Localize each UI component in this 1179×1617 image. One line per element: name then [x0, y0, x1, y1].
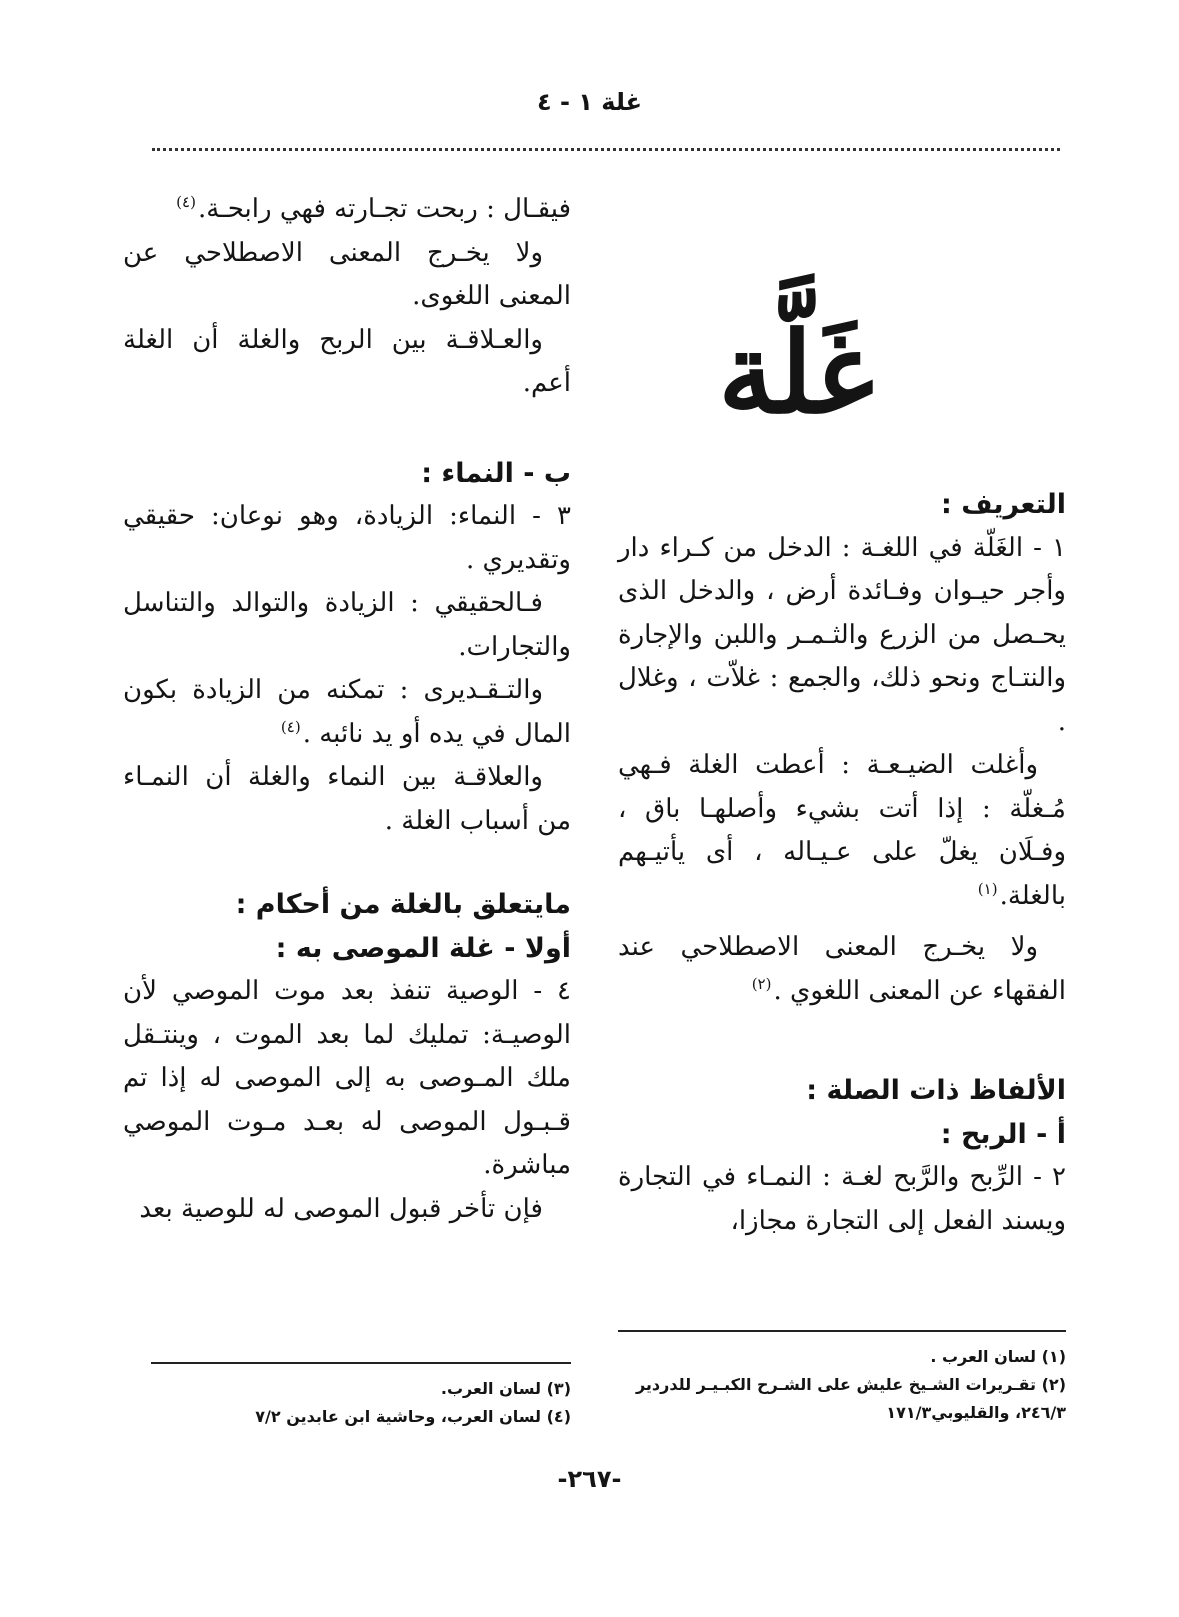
footnote-ref-4a: (٤)	[176, 193, 196, 212]
paragraph-q6-text: والتـقـديرى : تمكنه من الزيادة بكون المال في يده أو يد نائبه .	[123, 675, 571, 749]
paragraph-q6	[123, 669, 571, 756]
paragraph-3	[618, 926, 1066, 1013]
paragraph-2	[618, 744, 1066, 918]
paragraph-1: ١ - الغَلّة في اللغـة : الدخل من كـراء دار وأجر حيـوان وفـائدة أرض ، والدخل الذى يحـصل من الزرع والثـمـر واللبن والإجارة والنتـاج ونحو ذلك، والجمع : غلاّت ، وغلال .	[618, 532, 1066, 737]
growth-heading: ب - النماء :	[421, 457, 571, 489]
footnotes-right	[618, 1343, 1066, 1427]
left-column	[123, 188, 571, 1231]
paragraph-q2: ولا يخـرج المعنى الاصطلاحي عن المعنى اللغوى.	[123, 237, 571, 311]
footnote-rule-left	[151, 1362, 571, 1364]
bequest-heading: أولا - غلة الموصى به :	[275, 932, 571, 964]
footnote-ref-2: (٢)	[751, 974, 772, 993]
paragraph-q5: فـالحقيقي : الزيادة والتوالد والتناسل والتجارات.	[123, 588, 571, 662]
definition-heading: التعريف :	[941, 489, 1066, 520]
page-header: غلة ١ - ٤	[536, 88, 643, 116]
paragraph-2-text: وأغلت الضيـعـة : أعطت الغلة فـهي مُـغلّة : إذا أتت بشيء وأصلهـا باق ، وفـلَان يغلّ على عـيـاله ، أى يأتيـهم بالغلة.	[618, 750, 1066, 911]
footnote-4: (٤) لسان العرب، وحاشية ابن عابدين ٧/٢	[255, 1407, 571, 1426]
footnote-ref-1: (١)	[977, 879, 998, 898]
footnote-ref-4b: (٤)	[280, 717, 301, 736]
related-terms-heading: الألفاظ ذات الصلة :	[806, 1075, 1066, 1106]
paragraph-q1-text: فيقـال : ربحت تجـارته فهي رابحـة.	[197, 194, 571, 224]
entry-title: غَلَّة	[718, 308, 874, 439]
rulings-heading: مايتعلق بالغلة من أحكام :	[235, 889, 571, 920]
paragraph-4: ٢ - الرِّبح والرَّبح لغـة : النمـاء في التجارة ويسند الفعل إلى التجارة مجازا،	[618, 1162, 1066, 1236]
footnote-1: (١) لسان العرب .	[930, 1347, 1066, 1366]
footnote-rule-right	[618, 1330, 1066, 1332]
profit-heading: أ - الربح :	[940, 1118, 1066, 1150]
header-divider	[152, 148, 1060, 151]
footnotes-left	[123, 1375, 571, 1431]
right-column	[618, 483, 1066, 1243]
paragraph-q7: والعلاقـة بين النماء والغلة أن النمـاء من أسباب الغلة .	[123, 762, 571, 836]
paragraph-q8: ٤ - الوصية تنفذ بعد موت الموصي لأن الوصيـة: تمليك لما بعد الموت ، وينتـقل ملك المـوصى به إلى الموصى له إذا تم قـبـول الموصى له بعـد مـوت الموصي مباشرة.	[123, 976, 571, 1180]
paragraph-q3: والعـلاقـة بين الربح والغلة أن الغلة أعم.	[123, 324, 571, 398]
paragraph-q4: ٣ - النماء: الزيادة، وهو نوعان: حقيقي وتقديري .	[123, 501, 571, 575]
footnote-3: (٣) لسان العرب.	[440, 1379, 571, 1398]
footnote-2: (٢) تقـريرات الشـيخ عليش على الشـرح الكبـيـر للدردير ٢٤٦/٣، والقليوبي١٧١/٣	[635, 1375, 1066, 1422]
paragraph-q1	[123, 188, 571, 232]
paragraph-3-text: ولا يخـرج المعنى الاصطلاحي عند الفقهاء عن المعنى اللغوي .	[618, 932, 1066, 1006]
page-number: -٢٦٧-	[557, 1465, 622, 1493]
paragraph-q9: فإن تأخر قبول الموصى له للوصية بعد	[139, 1193, 543, 1224]
